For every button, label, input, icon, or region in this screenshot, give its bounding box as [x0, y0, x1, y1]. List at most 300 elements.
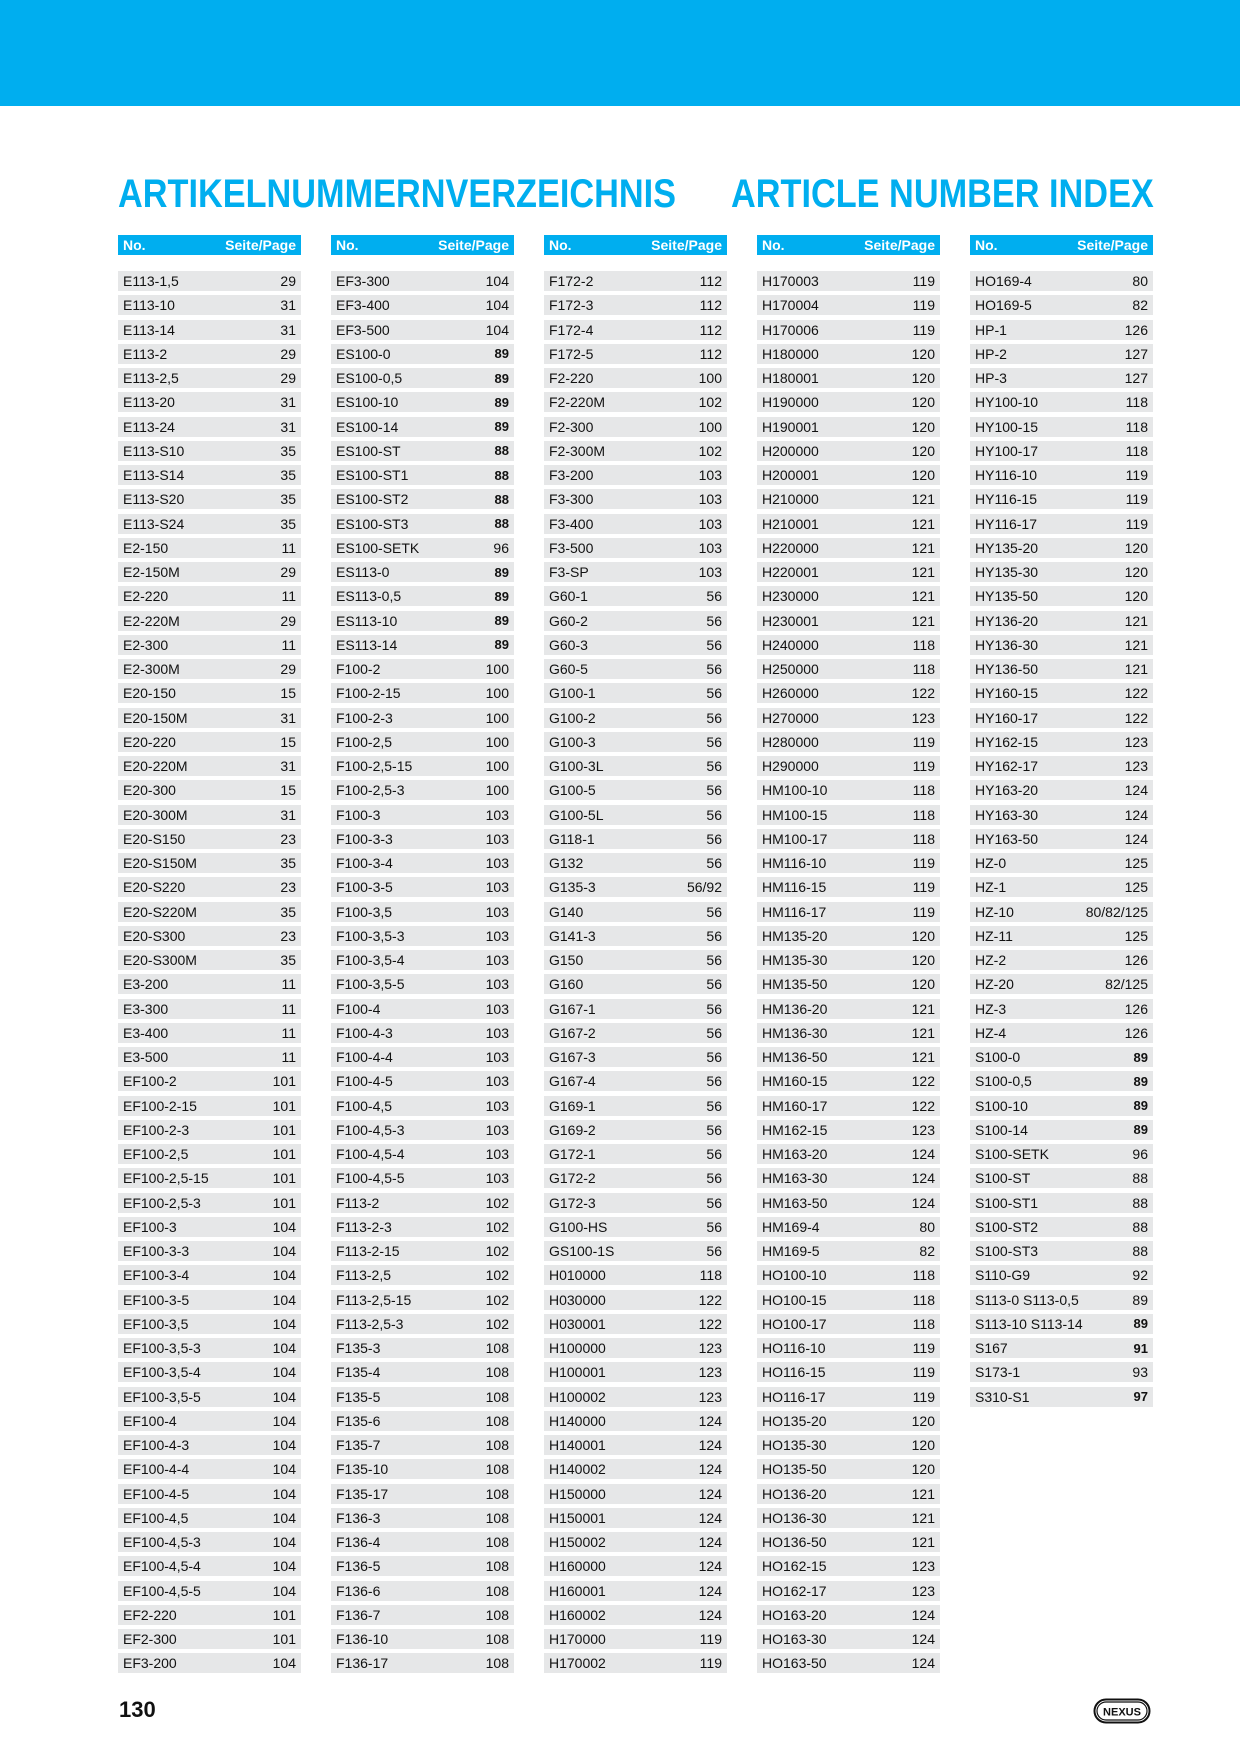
article-number: H200000 [762, 442, 819, 459]
index-row [970, 950, 1153, 970]
page-reference: 119 [912, 879, 935, 896]
index-row [331, 708, 514, 728]
index-row [331, 780, 514, 800]
index-row [331, 1508, 514, 1528]
page-reference: 104 [272, 1364, 296, 1381]
index-row [970, 805, 1153, 825]
index-row [757, 1265, 940, 1285]
article-number: G135-3 [549, 879, 596, 896]
index-row [118, 1217, 301, 1237]
page-reference: 123 [1124, 733, 1148, 750]
index-row [331, 732, 514, 752]
index-row [757, 756, 940, 776]
page-reference: 123 [698, 1364, 722, 1381]
page-reference: 112 [699, 321, 722, 338]
page-reference: 89 [494, 370, 509, 386]
article-number: G100-5L [549, 806, 604, 823]
index-row [118, 1071, 301, 1091]
page-reference: 121 [911, 1485, 935, 1502]
article-number: HO116-17 [762, 1388, 826, 1405]
page-reference: 121 [911, 1509, 935, 1526]
page-reference: 124 [911, 1606, 935, 1623]
article-number: EF2-220 [123, 1606, 177, 1623]
article-number: HO100-15 [762, 1291, 827, 1308]
index-row [544, 659, 727, 679]
index-row [118, 1653, 301, 1673]
article-number: ES100-0 [336, 345, 391, 362]
index-row [757, 1532, 940, 1552]
index-row [970, 441, 1153, 461]
page-reference: 56 [706, 588, 722, 605]
article-number: F136-6 [336, 1582, 381, 1599]
article-number: E113-2,5 [123, 370, 179, 386]
article-number: E20-150 [123, 685, 176, 702]
page-reference: 124 [698, 1558, 722, 1575]
index-row [757, 1387, 940, 1407]
index-row [118, 950, 301, 970]
article-number: HY162-15 [975, 733, 1039, 750]
page-number: 130 [119, 1697, 156, 1722]
article-number: HY135-20 [975, 539, 1039, 556]
article-number: E113-14 [123, 321, 175, 338]
header-no: No. [975, 237, 998, 253]
page-reference: 23 [280, 927, 296, 944]
page-reference: 88 [494, 491, 509, 507]
index-row [331, 1484, 514, 1504]
index-row [757, 344, 940, 364]
article-number: G60-2 [549, 612, 588, 629]
index-row [331, 586, 514, 606]
page-reference: 118 [699, 1267, 722, 1284]
index-row [544, 1071, 727, 1091]
index-row [118, 1120, 301, 1140]
index-row [970, 344, 1153, 364]
article-number: F100-3-4 [336, 855, 393, 871]
index-row [331, 271, 514, 291]
header-page: Seite/Page [1077, 237, 1148, 253]
article-number: F100-4,5-5 [336, 1170, 405, 1187]
index-row [757, 635, 940, 655]
page-reference: 82 [1132, 297, 1148, 314]
page-reference: 119 [1125, 467, 1148, 483]
article-number: F100-4,5 [336, 1097, 393, 1114]
index-row [544, 586, 727, 606]
page-reference: 124 [698, 1582, 722, 1599]
index-row [118, 659, 301, 679]
column-header [544, 235, 727, 255]
page-reference: 89 [1133, 1098, 1148, 1113]
index-row [331, 1120, 514, 1140]
index-row [970, 829, 1153, 849]
index-row [331, 441, 514, 461]
page-reference: 31 [280, 297, 296, 314]
page-reference: 104 [272, 1461, 296, 1478]
index-row [544, 950, 727, 970]
page-reference: 108 [485, 1340, 509, 1356]
index-row [970, 1217, 1153, 1237]
index-row [544, 562, 727, 582]
page-reference: 103 [485, 1097, 509, 1114]
article-number: S113-10 S113-14 [975, 1315, 1083, 1332]
page-reference: 56 [706, 903, 722, 920]
article-number: F100-2-15 [336, 685, 401, 702]
article-number: H140001 [549, 1437, 606, 1453]
index-row [118, 877, 301, 897]
article-number: F100-4-3 [336, 1024, 393, 1041]
page-reference: 123 [911, 1121, 935, 1138]
article-number: F136-17 [336, 1655, 389, 1672]
index-row [118, 1193, 301, 1213]
column-header [331, 235, 514, 255]
article-number: HO100-10 [762, 1267, 827, 1284]
page-reference: 101 [272, 1631, 296, 1647]
page-reference: 56 [706, 976, 722, 993]
index-row [544, 1387, 727, 1407]
page-reference: 104 [272, 1534, 296, 1550]
page-reference: 101 [272, 1606, 296, 1623]
page-reference: 100 [485, 661, 509, 677]
header-no: No. [549, 237, 572, 253]
article-number: HO100-17 [762, 1315, 827, 1332]
page-reference: 122 [911, 1097, 935, 1114]
article-number: HO163-50 [762, 1655, 827, 1672]
index-column-3 [544, 235, 727, 1678]
article-number: F135-3 [336, 1340, 381, 1356]
page-reference: 124 [1124, 806, 1148, 823]
index-row [118, 1629, 301, 1649]
page-reference: 100 [698, 370, 722, 386]
index-row [757, 392, 940, 412]
index-row [970, 1314, 1153, 1334]
article-number: EF3-200 [123, 1655, 177, 1672]
index-row [970, 465, 1153, 485]
page-reference: 29 [280, 612, 296, 629]
page-reference: 103 [485, 1121, 509, 1138]
article-number: S100-SETK [975, 1146, 1049, 1162]
article-number: G169-1 [549, 1097, 596, 1114]
page-reference: 101 [272, 1121, 296, 1138]
index-row [757, 417, 940, 437]
index-row [544, 441, 727, 461]
index-column-2 [331, 235, 514, 1678]
top-color-bar [0, 0, 1240, 106]
page-reference: 89 [1133, 1049, 1148, 1065]
index-row [757, 926, 940, 946]
article-number: ES100-ST [336, 442, 401, 459]
index-row [970, 926, 1153, 946]
article-number: F100-4,5-3 [336, 1121, 405, 1138]
page-reference: 89 [494, 564, 509, 580]
article-number: ES100-SETK [336, 539, 420, 556]
page-reference: 108 [485, 1509, 509, 1526]
article-number: F3-SP [549, 564, 589, 580]
article-number: F135-5 [336, 1388, 381, 1405]
index-row [331, 1096, 514, 1116]
page-reference: 108 [485, 1558, 509, 1575]
page-reference: 121 [911, 1000, 935, 1017]
page-reference: 100 [698, 418, 722, 435]
page-reference: 121 [1124, 612, 1148, 629]
article-number: F135-17 [336, 1485, 389, 1502]
article-number: G100-HS [549, 1218, 608, 1235]
article-number: H190001 [762, 418, 819, 435]
index-row [544, 344, 727, 364]
article-number: ES113-10 [336, 612, 398, 629]
article-number: S167 [975, 1340, 1008, 1356]
article-number: G140 [549, 903, 584, 920]
page-reference: 124 [698, 1534, 722, 1550]
index-row [118, 611, 301, 631]
index-row [331, 926, 514, 946]
index-row [331, 368, 514, 388]
index-row [970, 708, 1153, 728]
index-row [970, 392, 1153, 412]
article-number: EF100-3,5 [123, 1315, 189, 1332]
page-reference: 123 [911, 1582, 935, 1599]
index-row [544, 1484, 727, 1504]
article-number: G167-3 [549, 1049, 596, 1065]
article-number: H100001 [549, 1364, 606, 1381]
article-number: HY162-17 [975, 758, 1039, 774]
article-number: H150000 [549, 1485, 606, 1502]
index-row [757, 320, 940, 340]
article-number: ES100-ST3 [336, 515, 409, 532]
page-reference: 56 [706, 1049, 722, 1065]
index-row [544, 780, 727, 800]
page-reference: 126 [1124, 1024, 1148, 1041]
index-row [757, 611, 940, 631]
index-row [757, 1605, 940, 1625]
index-row [331, 853, 514, 873]
page-reference: 108 [485, 1412, 509, 1429]
page-reference: 103 [485, 1024, 509, 1041]
article-number: F100-3-3 [336, 830, 393, 847]
page-reference: 120 [911, 1437, 935, 1453]
page-reference: 35 [280, 952, 296, 968]
page-reference: 80/82/125 [1085, 903, 1148, 920]
page-reference: 125 [1124, 855, 1148, 871]
index-row [970, 780, 1153, 800]
index-row [331, 538, 514, 558]
article-number: G150 [549, 952, 584, 968]
page-reference: 104 [485, 321, 509, 338]
page-reference: 101 [272, 1146, 296, 1162]
article-number: HO163-20 [762, 1606, 827, 1623]
article-number: HY135-50 [975, 588, 1039, 605]
page-reference: 89 [494, 394, 509, 410]
index-row [544, 635, 727, 655]
index-row [544, 1023, 727, 1043]
article-number: HO135-30 [762, 1437, 827, 1453]
page-reference: 122 [1124, 709, 1148, 726]
index-row [118, 1459, 301, 1479]
article-number: F100-4-5 [336, 1073, 393, 1090]
page-reference: 119 [699, 1655, 722, 1672]
page-reference: 124 [1124, 830, 1148, 847]
page-reference: 118 [912, 661, 935, 677]
index-row [331, 1532, 514, 1552]
index-row [331, 1459, 514, 1479]
page-reference: 31 [280, 806, 296, 823]
article-number: E2-300M [123, 661, 180, 677]
page-reference: 100 [485, 685, 509, 702]
index-row [757, 368, 940, 388]
page-reference: 104 [272, 1485, 296, 1502]
page-reference: 89 [1133, 1316, 1148, 1332]
page-reference: 103 [485, 830, 509, 847]
index-row [757, 1435, 940, 1455]
page-reference: 56 [706, 709, 722, 726]
index-row [118, 1532, 301, 1552]
page-reference: 123 [698, 1388, 722, 1405]
page-reference: 15 [280, 782, 296, 799]
index-row [331, 1290, 514, 1310]
page-reference: 23 [280, 830, 296, 847]
page-reference: 124 [698, 1412, 722, 1429]
article-number: E113-2 [123, 345, 168, 362]
article-number: E3-400 [123, 1024, 169, 1041]
page-reference: 120 [911, 370, 935, 386]
article-number: E113-24 [123, 418, 175, 435]
article-number: S100-14 [975, 1121, 1028, 1138]
page-reference: 122 [698, 1315, 722, 1332]
index-row [331, 465, 514, 485]
index-row [970, 659, 1153, 679]
page-reference: 127 [1124, 345, 1148, 362]
header-no: No. [123, 237, 146, 253]
index-row [544, 1338, 727, 1358]
index-row [118, 271, 301, 291]
article-number: ES100-ST1 [336, 467, 409, 483]
article-number: EF100-2 [123, 1073, 177, 1090]
page-reference: 120 [911, 927, 935, 944]
page-reference: 125 [1124, 927, 1148, 944]
page-reference: 104 [485, 297, 509, 314]
index-row [757, 1653, 940, 1673]
index-row [544, 514, 727, 534]
page-reference: 119 [912, 297, 935, 314]
article-number: HM160-17 [762, 1097, 828, 1114]
article-number: HY160-17 [975, 709, 1039, 726]
page-reference: 101 [272, 1194, 296, 1211]
page-reference: 56 [706, 1000, 722, 1017]
article-number: H160002 [549, 1606, 606, 1623]
page-reference: 123 [698, 1340, 722, 1356]
article-number: H170004 [762, 297, 819, 314]
index-row [970, 974, 1153, 994]
page-reference: 121 [1124, 661, 1148, 677]
article-number: HY136-50 [975, 661, 1039, 677]
page-reference: 104 [272, 1412, 296, 1429]
article-number: EF100-4-3 [123, 1437, 190, 1453]
index-row [544, 999, 727, 1019]
page-reference: 15 [280, 733, 296, 750]
index-row [757, 829, 940, 849]
article-number: S100-0,5 [975, 1073, 1032, 1090]
article-number: HM100-10 [762, 782, 828, 799]
article-number: HY135-30 [975, 564, 1039, 580]
article-number: GS100-1S [549, 1243, 615, 1259]
index-row [970, 271, 1153, 291]
page-reference: 89 [494, 419, 509, 434]
article-number: HM135-20 [762, 927, 828, 944]
page-reference: 102 [485, 1267, 509, 1284]
index-row [118, 683, 301, 703]
page-reference: 124 [698, 1485, 722, 1502]
article-number: ES113-0 [336, 564, 390, 580]
article-number: H170002 [549, 1655, 606, 1672]
page-reference: 11 [281, 539, 296, 556]
index-row [118, 732, 301, 752]
index-row [544, 538, 727, 558]
index-row [970, 853, 1153, 873]
article-number: E20-S150M [123, 855, 197, 871]
column-header [757, 235, 940, 255]
article-number: F100-2,5-15 [336, 758, 413, 774]
index-row [970, 1387, 1153, 1407]
page-reference: 124 [911, 1194, 935, 1211]
article-number: HZ-4 [975, 1024, 1007, 1041]
index-row [331, 1047, 514, 1067]
article-number: HM116-17 [762, 903, 827, 920]
page-reference: 124 [911, 1631, 935, 1647]
article-number: ES100-14 [336, 418, 399, 435]
index-row [331, 1314, 514, 1334]
article-number: HZ-10 [975, 903, 1014, 920]
article-number: S100-ST2 [975, 1218, 1039, 1235]
page-reference: 103 [485, 1146, 509, 1162]
index-row [544, 1556, 727, 1576]
index-row [970, 295, 1153, 315]
article-number: G100-3L [549, 758, 604, 774]
article-number: EF100-3-3 [123, 1243, 190, 1259]
article-number: EF100-2-15 [123, 1097, 197, 1114]
article-number: E20-S300M [123, 952, 197, 968]
index-row [970, 999, 1153, 1019]
article-number: HP-3 [975, 370, 1007, 386]
page-reference: 112 [699, 345, 722, 362]
index-row [970, 877, 1153, 897]
index-row [544, 853, 727, 873]
article-number: F100-3,5-4 [336, 952, 405, 968]
page-reference: 120 [911, 467, 935, 483]
index-row [118, 1265, 301, 1285]
index-row [757, 514, 940, 534]
index-row [970, 635, 1153, 655]
page-reference: 31 [280, 394, 296, 411]
article-number: F136-3 [336, 1509, 381, 1526]
article-number: HZ-2 [975, 952, 1007, 968]
index-row [757, 1459, 940, 1479]
article-number: HZ-0 [975, 855, 1007, 871]
page-reference: 102 [698, 442, 722, 459]
page-reference: 120 [911, 345, 935, 362]
page-reference: 103 [485, 927, 509, 944]
page-reference: 88 [494, 467, 509, 483]
article-number: EF100-3 [123, 1218, 177, 1235]
page-reference: 119 [912, 903, 935, 920]
page-reference: 35 [280, 467, 296, 483]
page-reference: 80 [919, 1218, 935, 1235]
page-reference: 121 [911, 515, 935, 532]
article-number: HM136-20 [762, 1000, 828, 1017]
page-reference: 89 [494, 637, 509, 653]
index-row [544, 611, 727, 631]
article-number: F136-5 [336, 1558, 381, 1575]
page-reference: 108 [485, 1534, 509, 1550]
index-row [118, 853, 301, 873]
page-reference: 104 [272, 1558, 296, 1575]
